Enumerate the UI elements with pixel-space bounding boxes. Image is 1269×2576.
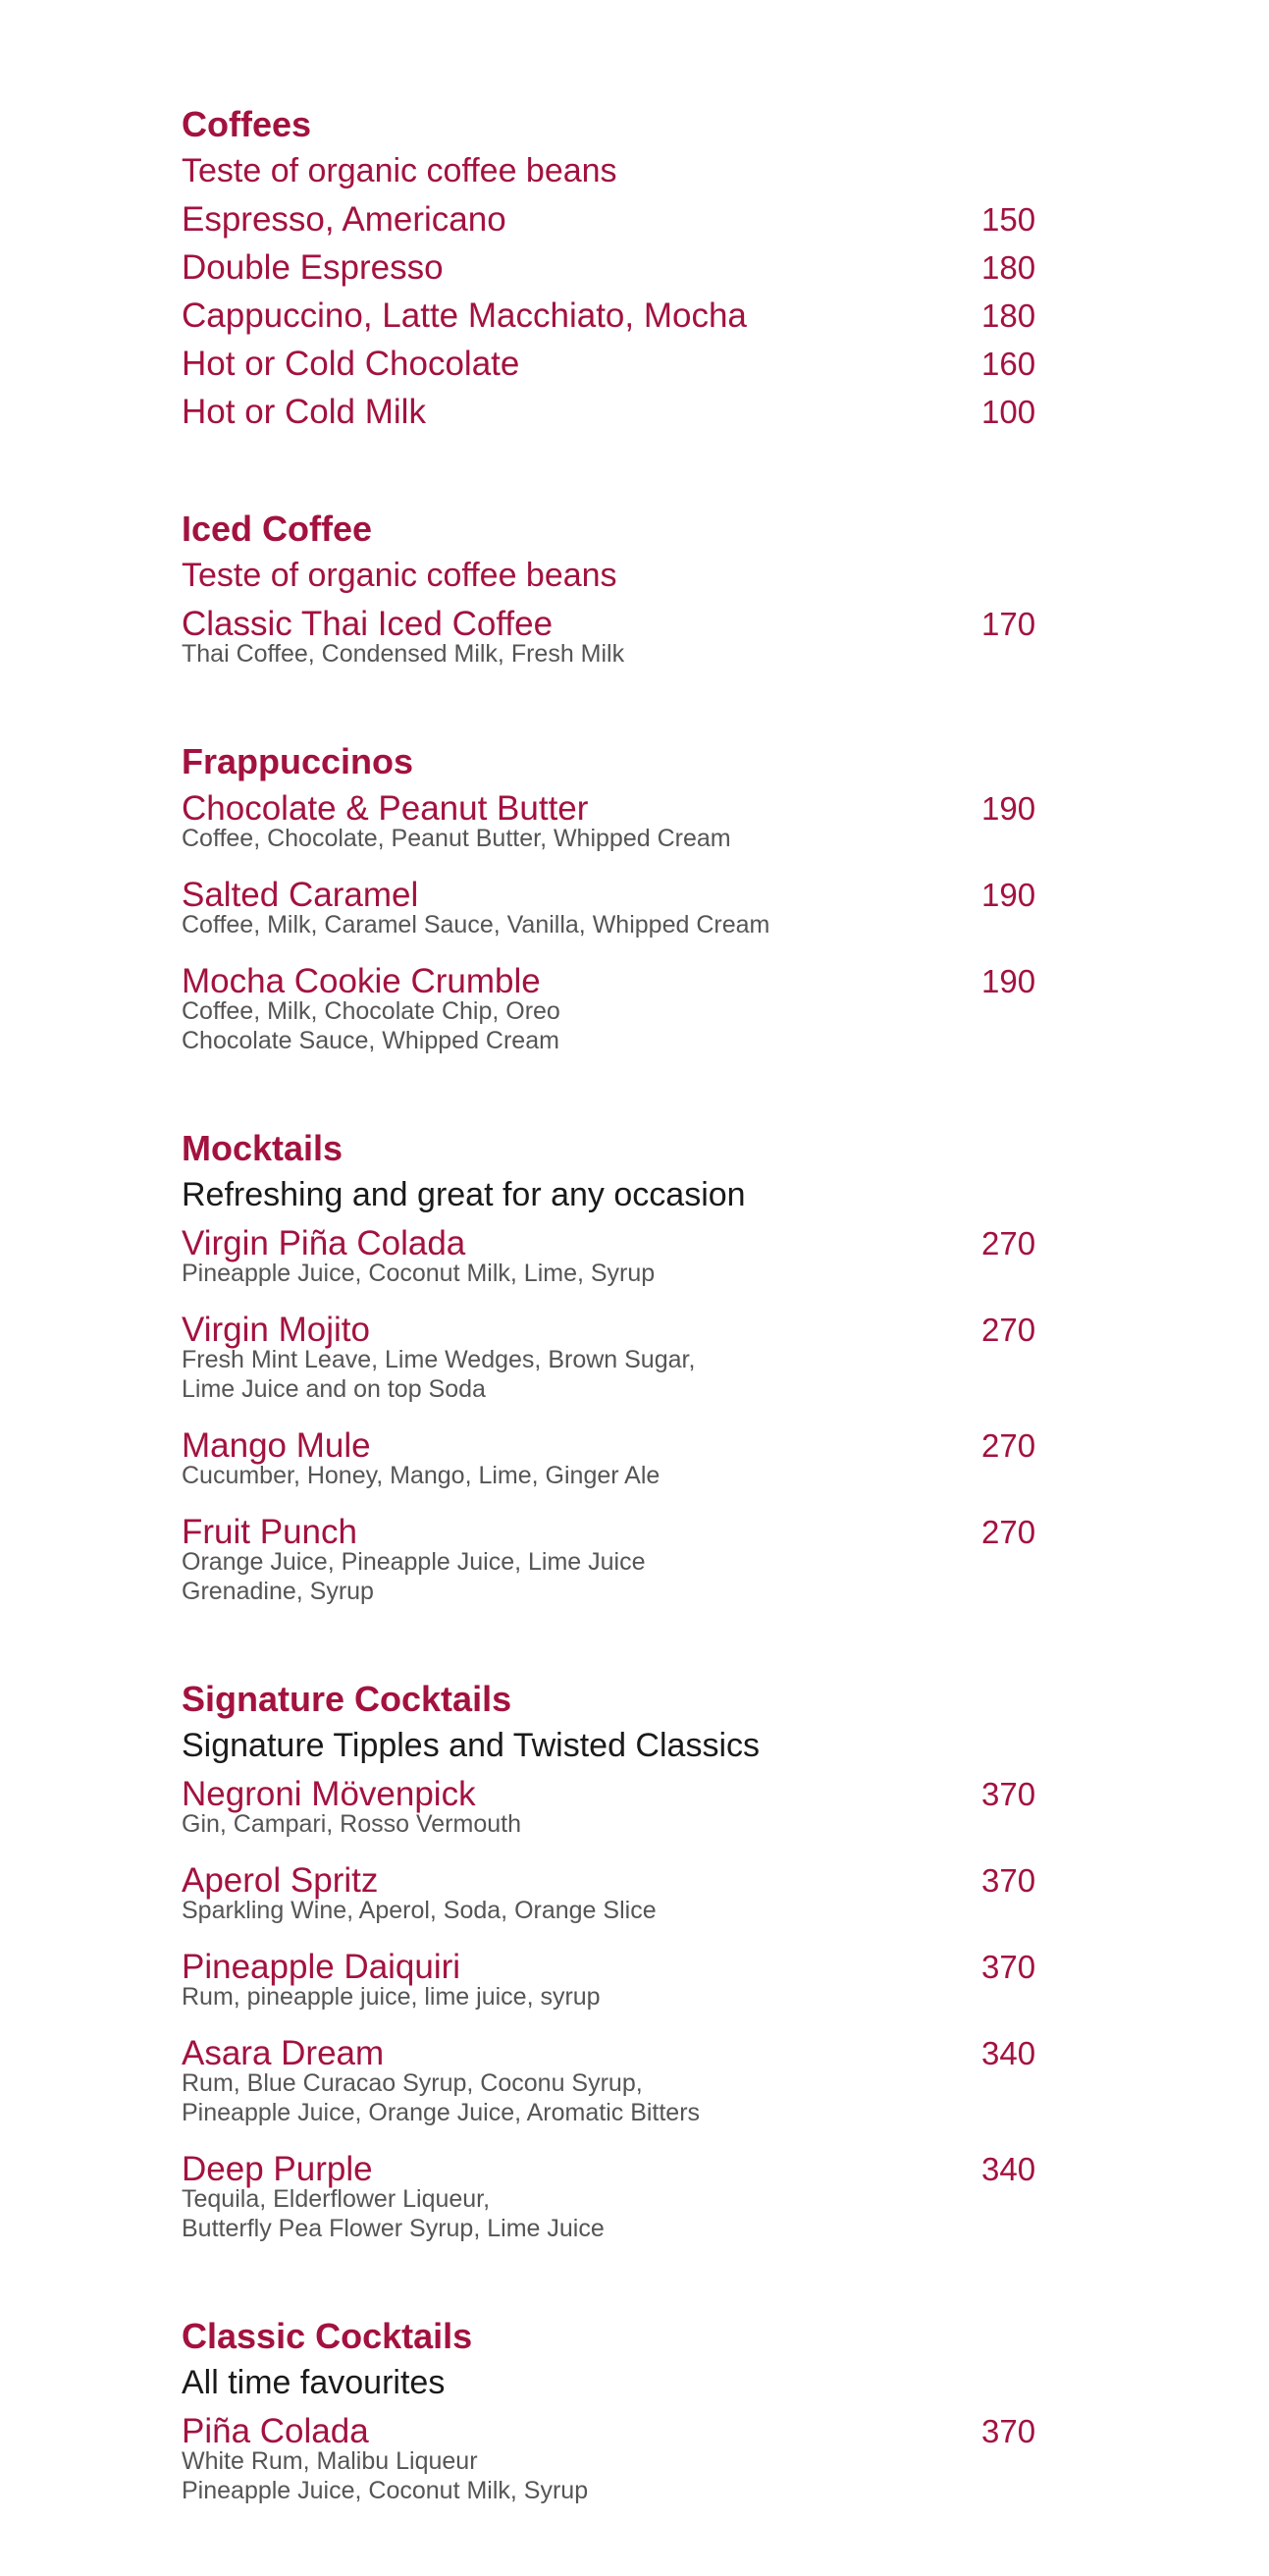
- menu-item-name: Cappuccino, Latte Macchiato, Mocha: [182, 296, 747, 335]
- menu-item-description-line: Gin, Campari, Rosso Vermouth: [182, 1810, 521, 1838]
- menu-item-description-line: Lime Juice and on top Soda: [182, 1375, 486, 1403]
- menu-item-row: [182, 340, 1050, 388]
- menu-item-price: 370: [981, 1776, 1036, 1812]
- menu-item-description-line: Coffee, Chocolate, Peanut Butter, Whipped Cream: [182, 825, 731, 852]
- menu-item-name: Asara Dream: [182, 2034, 385, 2072]
- menu-item-row: [182, 243, 1050, 292]
- menu-item-description: [182, 639, 1050, 669]
- menu-item: [182, 1856, 1050, 1925]
- menu-item-description: [182, 1461, 1050, 1490]
- menu-item-description-line: Pineapple Juice, Coconut Milk, Lime, Syrup: [182, 1260, 656, 1287]
- menu-item-name: Mocha Cookie Crumble: [182, 962, 541, 1000]
- menu-section: [182, 2314, 1050, 2505]
- menu-item-name: Pineapple Daiquiri: [182, 1948, 461, 1986]
- menu-section: [182, 1677, 1050, 2243]
- menu-item-description: [182, 2184, 1050, 2243]
- menu-item-price: 100: [981, 394, 1036, 430]
- menu-item-description-line: Sparkling Wine, Aperol, Soda, Orange Slice: [182, 1897, 657, 1924]
- section-tagline: All time favourites: [182, 2364, 446, 2401]
- section-tagline: Signature Tipples and Twisted Classics: [182, 1727, 761, 1764]
- section-tagline: Teste of organic coffee beans: [182, 557, 617, 594]
- menu-item-description-line: White Rum, Malibu Liqueur: [182, 2447, 478, 2475]
- menu-item-description: [182, 1345, 1050, 1404]
- menu-item: [182, 1943, 1050, 2012]
- menu-item-price: 190: [981, 877, 1036, 913]
- menu-item: [182, 292, 1050, 340]
- menu-item-description: [182, 2446, 1050, 2505]
- menu-item-description-line: Coffee, Milk, Chocolate Chip, Oreo: [182, 997, 560, 1025]
- menu-item-description: [182, 824, 1050, 853]
- menu-item-name: Virgin Piña Colada: [182, 1224, 466, 1262]
- menu-item-price: 270: [981, 1427, 1036, 1464]
- menu-item: [182, 784, 1050, 853]
- menu-item-name: Classic Thai Iced Coffee: [182, 605, 554, 643]
- menu-item-price: 190: [981, 790, 1036, 827]
- menu-item-row: [182, 388, 1050, 436]
- menu-section: [182, 739, 1050, 1055]
- menu-item-row: [182, 292, 1050, 340]
- menu-item-description-line: Coffee, Milk, Caramel Sauce, Vanilla, Whipped Cream: [182, 911, 770, 939]
- menu-item-price: 340: [981, 2035, 1036, 2071]
- menu-item-name: Virgin Mojito: [182, 1311, 370, 1349]
- menu-item-price: 270: [981, 1514, 1036, 1550]
- menu-item: [182, 2145, 1050, 2243]
- menu-item-name: Mango Mule: [182, 1426, 371, 1465]
- menu-item: [182, 340, 1050, 388]
- menu-item: [182, 871, 1050, 939]
- menu-item-price: 190: [981, 963, 1036, 999]
- section-title: Signature Cocktails: [182, 1679, 512, 1719]
- menu-item-description: [182, 1547, 1050, 1606]
- menu-item-price: 180: [981, 297, 1036, 334]
- menu-item-price: 370: [981, 1949, 1036, 1985]
- menu-item: [182, 195, 1050, 243]
- menu-item-description: [182, 1982, 1050, 2012]
- menu-section: [182, 1126, 1050, 1606]
- menu-item-description: [182, 2068, 1050, 2127]
- menu-item-description-line: Pineapple Juice, Orange Juice, Aromatic Bitters: [182, 2099, 701, 2126]
- section-tagline: Refreshing and great for any occasion: [182, 1176, 746, 1213]
- section-title: Classic Cocktails: [182, 2316, 473, 2356]
- menu-item-name: Double Espresso: [182, 248, 444, 287]
- menu-item-name: Chocolate & Peanut Butter: [182, 789, 589, 828]
- menu-item-description: [182, 1896, 1050, 1925]
- drinks-menu: [182, 102, 1050, 2576]
- menu-item-description-line: Cucumber, Honey, Mango, Lime, Ginger Ale: [182, 1462, 661, 1489]
- menu-item-description-line: Grenadine, Syrup: [182, 1578, 374, 1605]
- menu-item-description-line: Fresh Mint Leave, Lime Wedges, Brown Sugar,: [182, 1346, 696, 1373]
- menu-item: [182, 600, 1050, 669]
- menu-item-description: [182, 1259, 1050, 1288]
- section-tagline: Teste of organic coffee beans: [182, 152, 617, 189]
- menu-item-name: Deep Purple: [182, 2150, 373, 2188]
- menu-item-description: [182, 996, 1050, 1055]
- menu-item: [182, 1770, 1050, 1839]
- menu-item: [182, 1219, 1050, 1288]
- menu-item-price: 270: [981, 1225, 1036, 1261]
- menu-item: [182, 2029, 1050, 2127]
- menu-item-description-line: Chocolate Sauce, Whipped Cream: [182, 1027, 559, 1054]
- menu-item: [182, 1422, 1050, 1490]
- menu-section: [182, 102, 1050, 436]
- section-title: Coffees: [182, 104, 312, 144]
- menu-item-price: 150: [981, 201, 1036, 238]
- menu-item-row: [182, 195, 1050, 243]
- menu-item-name: Piña Colada: [182, 2412, 369, 2450]
- menu-item: [182, 2407, 1050, 2505]
- menu-item-price: 160: [981, 346, 1036, 382]
- menu-item-description: [182, 910, 1050, 939]
- menu-item-description-line: Pineapple Juice, Coconut Milk, Syrup: [182, 2477, 589, 2504]
- menu-item: [182, 1508, 1050, 1606]
- menu-item-description: [182, 1809, 1050, 1839]
- menu-item-description-line: Rum, pineapple juice, lime juice, syrup: [182, 1983, 601, 2011]
- menu-item-price: 370: [981, 2413, 1036, 2449]
- menu-item: [182, 388, 1050, 436]
- menu-item-name: Espresso, Americano: [182, 200, 506, 239]
- menu-item: [182, 957, 1050, 1055]
- menu-item: [182, 243, 1050, 292]
- menu-item-name: Aperol Spritz: [182, 1861, 379, 1900]
- menu-item-price: 270: [981, 1312, 1036, 1348]
- menu-item-description-line: Orange Juice, Pineapple Juice, Lime Juice: [182, 1548, 646, 1576]
- menu-item-description-line: Thai Coffee, Condensed Milk, Fresh Milk: [182, 640, 625, 668]
- menu-item-name: Fruit Punch: [182, 1513, 357, 1551]
- menu-item-price: 340: [981, 2151, 1036, 2187]
- menu-item-description-line: Rum, Blue Curacao Syrup, Coconu Syrup,: [182, 2069, 643, 2097]
- menu-item-name: Hot or Cold Chocolate: [182, 345, 520, 383]
- menu-item-price: 170: [981, 606, 1036, 642]
- menu-item-price: 180: [981, 249, 1036, 286]
- menu-item-description-line: Tequila, Elderflower Liqueur,: [182, 2185, 491, 2213]
- menu-item-description-line: Butterfly Pea Flower Syrup, Lime Juice: [182, 2215, 605, 2242]
- section-title: Iced Coffee: [182, 509, 373, 549]
- menu-item-name: Negroni Mövenpick: [182, 1775, 476, 1813]
- section-title: Mocktails: [182, 1128, 344, 1168]
- menu-item-name: Salted Caramel: [182, 876, 419, 914]
- menu-section: [182, 507, 1050, 669]
- menu-item-price: 370: [981, 1862, 1036, 1899]
- menu-item: [182, 1306, 1050, 1404]
- menu-item-name: Hot or Cold Milk: [182, 393, 426, 431]
- section-title: Frappuccinos: [182, 741, 414, 781]
